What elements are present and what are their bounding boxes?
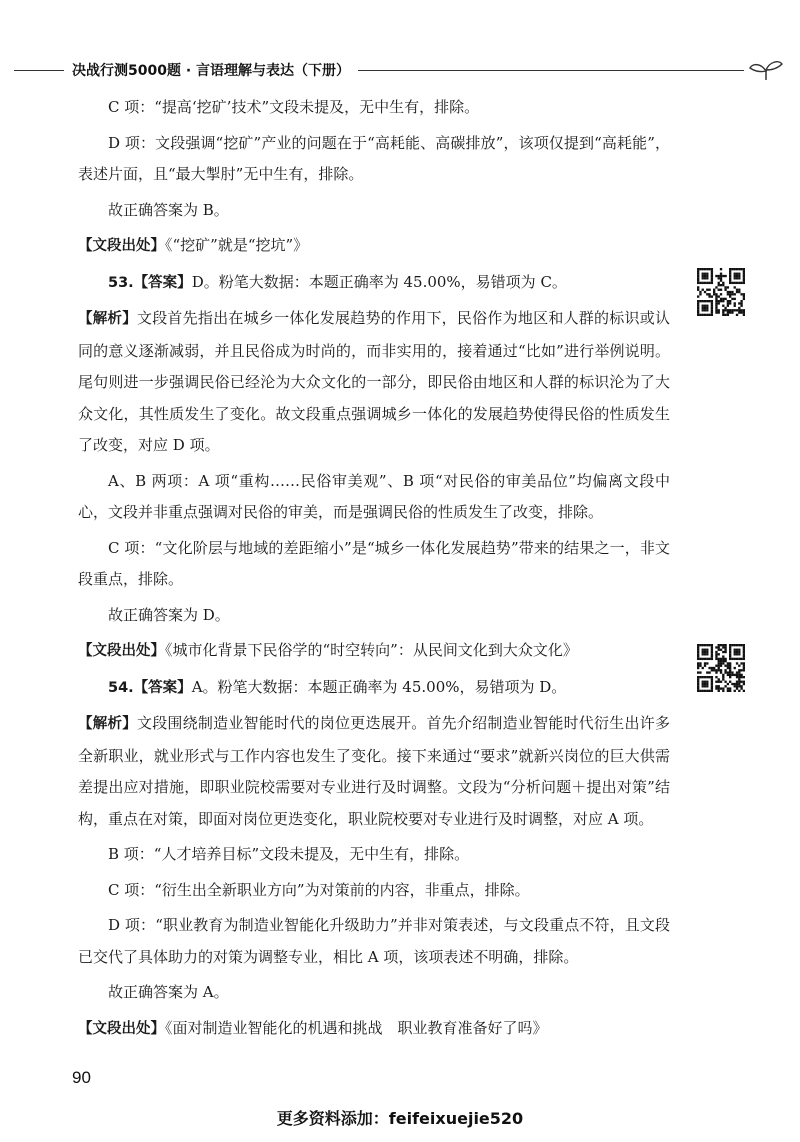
sprout-icon	[746, 58, 786, 82]
paragraph	[78, 128, 670, 191]
qr-code-icon[interactable]	[697, 644, 745, 692]
paragraph-label: 53.【答案】	[108, 274, 192, 291]
paragraph	[78, 533, 670, 596]
paragraph-text: 故正确答案为 A。	[108, 983, 229, 1001]
paragraph-text: A、B 两项：A 项“重构……民俗审美观”、B 项“对民俗的审美品位”均偏离文段中心，文段并非重点强调对民俗的审美，而是强调民俗的性质发生了改变，排除。	[78, 471, 670, 521]
paragraph-label: 【解析】	[78, 311, 137, 327]
paragraph-label: 54.【答案】	[108, 679, 192, 696]
paragraph-label: 【文段出处】	[78, 1020, 165, 1037]
paragraph-text: 《城市化背景下民俗学的“时空转向”：从民间文化到大众文化》	[165, 641, 578, 659]
paragraph	[78, 303, 670, 462]
paragraph-text: 故正确答案为 B。	[108, 200, 229, 219]
paragraph	[78, 600, 670, 632]
header-rule-right	[358, 70, 744, 71]
paragraph-text: 文段首先指出在城乡一体化发展趋势的作用下，民俗作为地区和人群的标识或认同的意义逐渐减弱，并且民俗成为时尚的，而非实用的，接着通过“比如”进行举例说明。尾句则进一步强调民俗已经沦为大众文化的一部分，即民俗由地区和人群的标识沦为了大众文化，其性质发生了变化。故文段重点强调城乡一体化的发展趋势使得民俗的性质发生了改变，对应 D 项。	[78, 309, 670, 454]
paragraph-text: C 项：“提高‘挖矿’技术”文段未提及，无中生有，排除。	[108, 98, 480, 116]
paragraph-text: 文段围绕制造业智能时代的岗位更迭展开。首先介绍制造业智能时代衍生出许多全新职业，就业形式与工作内容也发生了变化。接下来通过“要求”就新兴岗位的巨大供需差提出应对措施，即职业院校需要对专业进行及时调整。文段为“分析问题＋提出对策”结构，重点在对策，即面对岗位更迭变化，职业院校要对专业进行及时调整，对应 A 项。	[78, 714, 670, 828]
running-header	[14, 56, 786, 84]
paragraph-text: A。粉笔大数据：本题正确率为 45.00%，易错项为 D。	[191, 677, 567, 696]
paragraph	[78, 267, 670, 300]
paragraph	[78, 635, 670, 668]
paragraph	[78, 1013, 670, 1046]
answer-explanations	[78, 92, 670, 1045]
paragraph-text: 《面对制造业智能化的机遇和挑战 职业教育准备好了吗》	[165, 1018, 548, 1037]
paragraph-label: 【文段出处】	[78, 238, 165, 254]
paragraph	[78, 230, 670, 263]
paragraph-text: D。粉笔大数据：本题正确率为 45.00%，易错项为 C。	[191, 272, 567, 291]
paragraph-text: D 项：“职业教育为制造业智能化升级助力”并非对策表述，与文段重点不符，且文段已交代了具体助力的对策为调整专业，相比 A 项，该项表述不明确，排除。	[78, 916, 670, 966]
paragraph-text: B 项：“人才培养目标”文段未提及，无中生有，排除。	[108, 845, 470, 863]
paragraph	[78, 977, 670, 1009]
paragraph	[78, 92, 670, 124]
header-title: 决战行测5000题 · 言语理解与表达（下册）	[72, 63, 351, 79]
paragraph	[78, 839, 670, 871]
qr-code-icon[interactable]	[697, 268, 745, 316]
paragraph-text: 故正确答案为 D。	[108, 605, 230, 624]
paragraph	[78, 708, 670, 835]
paragraph-text: C 项：“文化阶层与地域的差距缩小”是“城乡一体化发展趋势”带来的结果之一，非文段重点，排除。	[78, 538, 670, 588]
footer-note: 更多资料添加：feifeixuejie520	[276, 1109, 524, 1128]
paragraph	[78, 875, 670, 907]
paragraph-label: 【解析】	[78, 716, 137, 732]
paragraph-label: 【文段出处】	[78, 643, 165, 659]
paragraph	[78, 910, 670, 973]
paragraph	[78, 195, 670, 227]
paragraph-text: C 项：“衍生出全新职业方向”为对策前的内容，非重点，排除。	[108, 880, 530, 899]
header-rule-left	[14, 70, 64, 71]
paragraph-text: D 项：文段强调“挖矿”产业的问题在于“高耗能、高碳排放”，该项仅提到“高耗能”，表述片面，且“最大掣肘”无中生有，排除。	[78, 133, 670, 183]
paragraph	[78, 466, 670, 529]
paragraph	[78, 672, 670, 705]
paragraph-text: 《“挖矿”就是“挖坑”》	[165, 236, 309, 254]
page-number: 90	[72, 1068, 91, 1087]
